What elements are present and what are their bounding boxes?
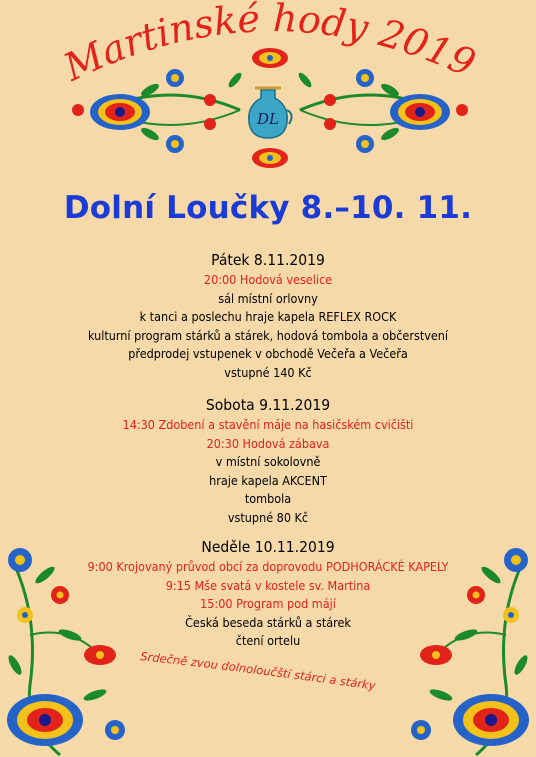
- logo-letters: DL: [257, 110, 279, 128]
- event-line: sál místní orlovny: [218, 290, 318, 306]
- event-line: 15:00 Program pod májí: [200, 596, 336, 611]
- event-line: čtení ortelu: [235, 633, 301, 648]
- invitation-text: Srdečně zvou dolnoloučští stárci a stárky: [139, 649, 377, 693]
- day-heading-saturday: Sobota 9.11.2019: [205, 396, 331, 414]
- jug-logo: [241, 80, 295, 142]
- program-friday: [0, 250, 536, 382]
- headline: Dolní Loučky 8.–10. 11.: [63, 190, 473, 226]
- event-line: hraje kapela AKCENT: [209, 472, 327, 488]
- event-line: předprodej vstupenek v obchodě Večeřa a Večeřa: [128, 346, 408, 361]
- event-line: Česká beseda stárků a stárek: [185, 614, 351, 630]
- event-line: v místní sokolovně: [215, 454, 321, 469]
- day-heading-friday: Pátek 8.11.2019: [211, 251, 325, 269]
- event-line: kulturní program stárků a stárek, hodová tombola a občerstvení: [87, 327, 449, 343]
- title-text: Martinské hody 2019: [57, 0, 482, 90]
- folk-ornament-bottom-right: [390, 515, 536, 757]
- event-line: 9:15 Mše svatá v kostele sv. Martina: [165, 577, 371, 593]
- event-line: 20:00 Hodová veselice: [203, 272, 333, 287]
- day-heading-sunday: Neděle 10.11.2019: [201, 538, 335, 556]
- folk-ornament-bottom-left: [0, 515, 150, 757]
- event-line: 14:30 Zdobení a stavění máje na hasičském cvičišti: [122, 417, 414, 432]
- program-saturday: [0, 395, 536, 527]
- event-line: 9:00 Krojovaný průvod obcí za doprovodu PODHORÁCKÉ KAPELY: [87, 559, 449, 574]
- event-line: tombola: [244, 491, 292, 506]
- event-line: 20:30 Hodová zábava: [206, 435, 330, 451]
- event-line: vstupné 80 Kč: [227, 509, 309, 525]
- event-line: vstupné 140 Kč: [224, 364, 312, 380]
- event-line: k tanci a poslechu hraje kapela REFLEX ROCK: [139, 309, 397, 324]
